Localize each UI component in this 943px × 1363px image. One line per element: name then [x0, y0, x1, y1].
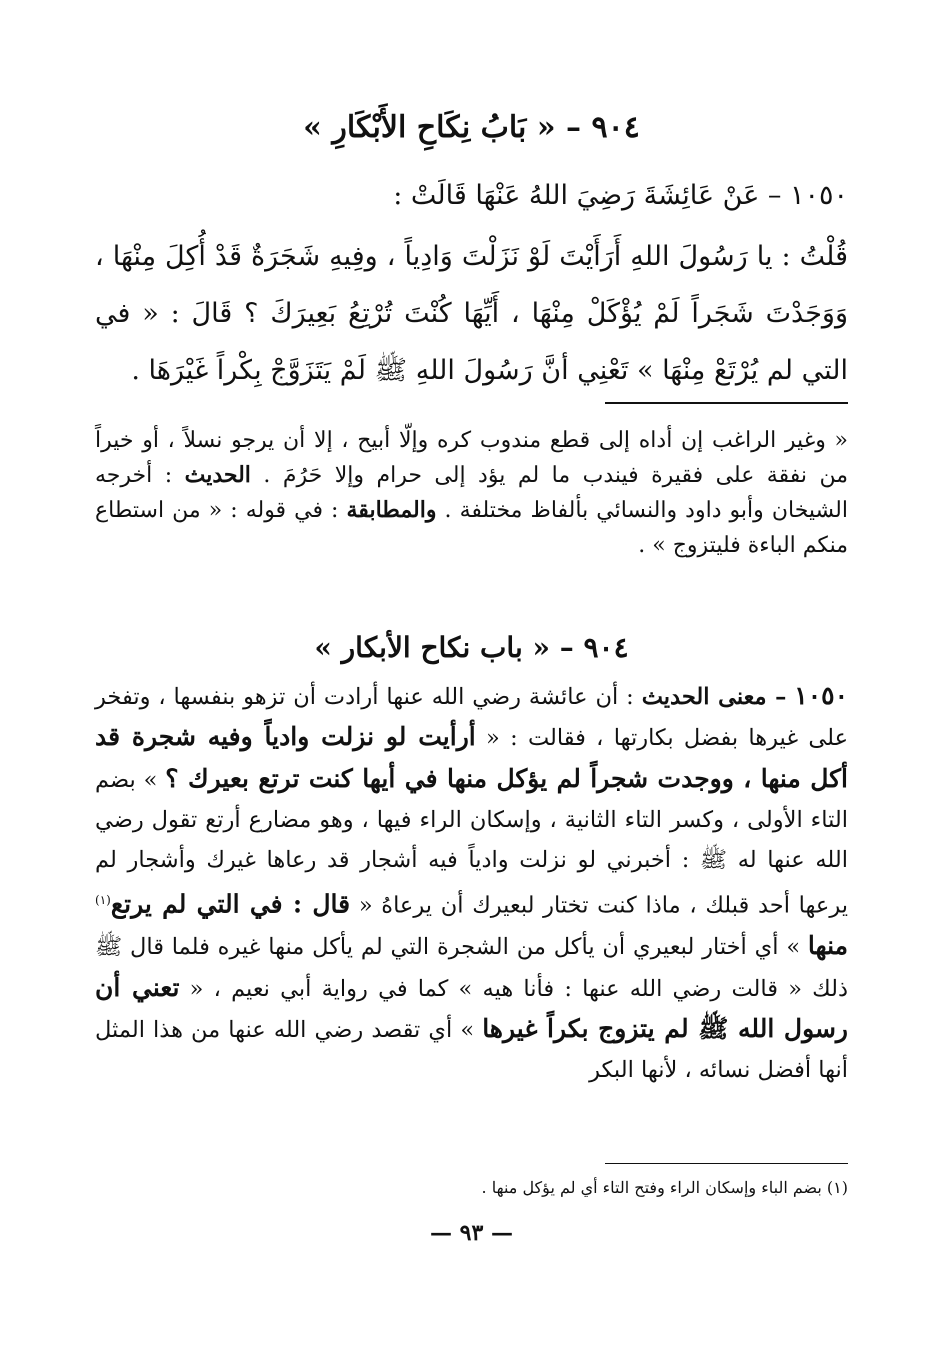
hadith-label: الحديث [184, 462, 251, 488]
footnote: (١) بضم الباء وإسكان الراء وفتح التاء أي لم يؤكل منها . [481, 1178, 848, 1197]
explanation-text-4: » أي تقصد رضي الله عنها من هذا المثل أنها أفضل نسائه ، لأنها البكر [95, 1016, 848, 1084]
chapter-title: ٩٠٤ – « بَابُ نِكَاحِ الأَبْكَارِ » [303, 110, 640, 145]
commentary-text-1: « وغير الراغب إن أداه إلى قطع مندوب كره وإلّا أبيح ، إلا أن يرجو نسلاً ، أو خيراً من نفقة على فقيرة فيندب ما لم يؤد إلى حرام وإلا حَرُمَ . [95, 428, 848, 488]
hadith-number-line: ١٠٥٠ – عَنْ عَائِشَةَ رَضِيَ اللهُ عَنْهَا قَالَتْ : [393, 180, 848, 211]
page-number: — ٩٣ — [430, 1220, 513, 1246]
hadith-text: قُلْتُ : يا رَسُولَ اللهِ أَرَأَيْتَ لَوْ نَزَلْتَ وَادِياً ، وفِيهِ شَجَرَةٌ قَدْ أُكِلَ مِنْهَا ، وَوَجَدْتَ شَجَراً لَمْ يُؤْكَلْ مِنْهَا ، أَيِّهَا كُنْتَ تُرْتِعُ بَعِيرَكَ ؟ قَالَ : « في التي لم يُرْتَعْ مِنْهَا » تَعْنِي أنَّ رَسُولَ اللهِ ﷺ لَمْ يَتَزَوَّجْ بِكْراً غَيْرَهَا . [95, 241, 848, 386]
explanation-text-3: » أي أختار لبعيري أن يأكل من الشجرة التي لم يأكل منها غيره فلما قال ﷺ ذلك « قالت رضي الله عنها : فأنا هيه » كما في رواية أبي نعيم ، « [95, 934, 848, 1002]
footnote-divider [605, 1163, 848, 1164]
explanation-quote-2: قال : في التي لم يرتع [110, 889, 351, 919]
explanation-text-2: » بضم التاء الأولى ، وكسر التاء الثانية ، وإسكان الراء فيها ، وهو مضارع أرتع تقول رضي الله عنها له ﷺ : أخبرني لو نزلت وادياً فيه أشجار قد رعاها غيرك وأشجار لم يرعها أحد قبلك ، ماذا كنت تختار لبعيرك أن يرعاهُ « [95, 766, 849, 919]
explanation-number: ١٠٥٠ [794, 681, 849, 710]
commentary-paragraph [95, 423, 848, 563]
explanation-quote-4: تعني أن رسول الله ﷺ لم يتزوج بكراً غيرها [95, 972, 849, 1043]
mutabaqa-label: والمطابقة [346, 497, 437, 523]
footnote-marker: (١) [95, 893, 111, 908]
commentary-text-2: : أخرجه الشيخان وأبو داود والنسائي بألفاظ مختلفة . [95, 463, 848, 523]
explanation-quote-1: أرأيت لو نزلت وادياً وفيه شجرة قد أكل منها ، ووجدت شجراً لم يؤكل منها في أيها كنت ترتع بعيرك ؟ [95, 722, 849, 793]
explanation-text-1: : أن عائشة رضي الله عنها أرادت أن تزهو بنفسها ، وتفخر على غيرها بفضل بكارتها ، فقالت : « [95, 684, 849, 752]
explanation-quote-3: منها [807, 931, 848, 961]
explanation-label: – معنى الحديث [641, 684, 787, 710]
explanation-paragraph [95, 676, 848, 1090]
section-title: ٩٠٤ – « باب نكاح الأبكار » [314, 631, 629, 664]
commentary-text-3: : في قوله : « من استطاع منكم الباءة فليتزوج » . [95, 498, 848, 558]
section-divider [605, 402, 848, 404]
